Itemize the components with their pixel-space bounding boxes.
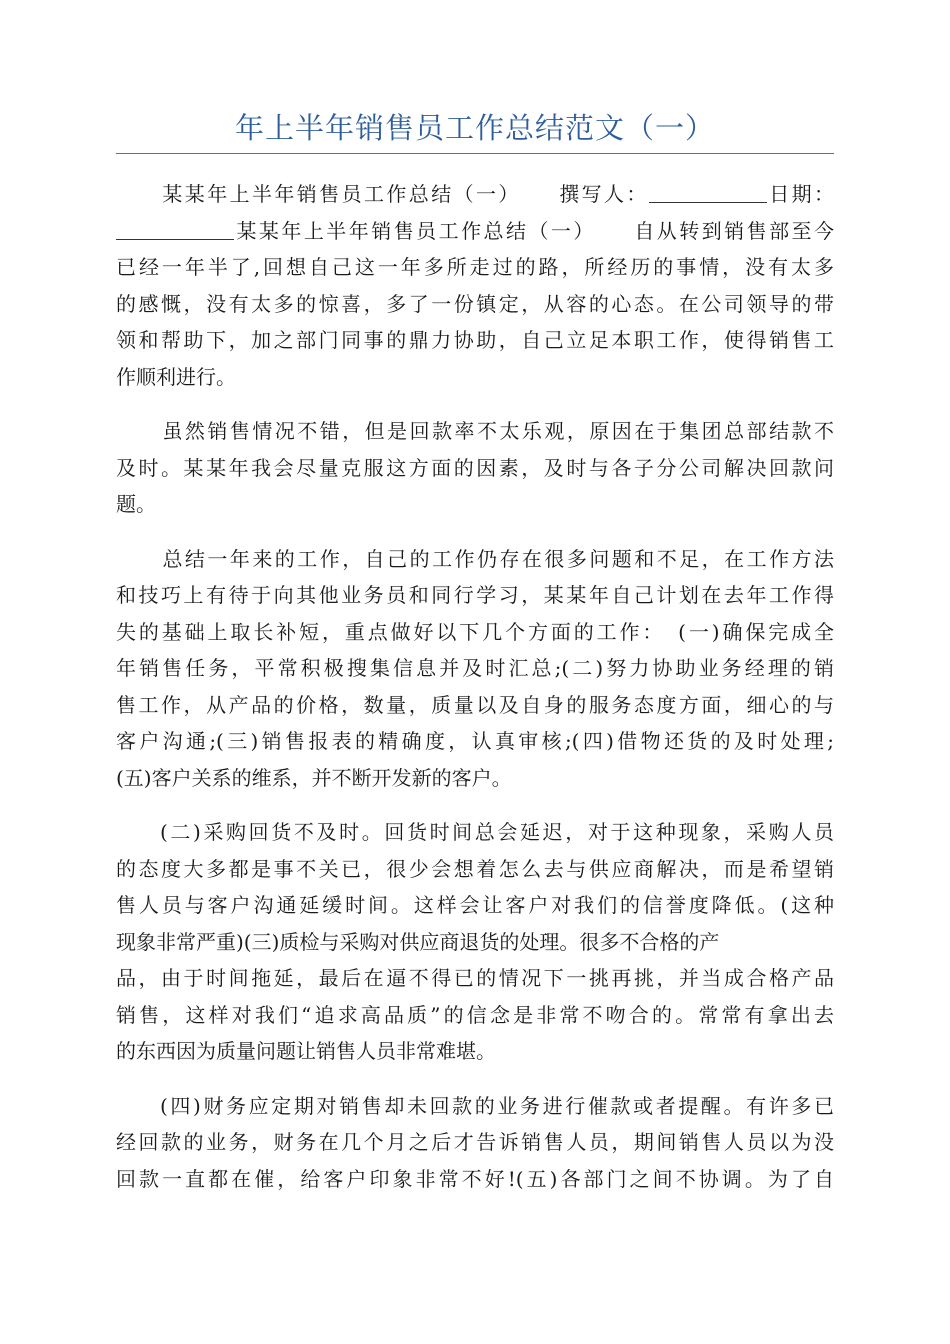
author-blank	[649, 182, 767, 203]
paragraph-line: 回款一直都在催，给客户印象非常不好!(五)各部门之间不协调。为了自	[116, 1166, 834, 1191]
paragraph-line: 领和帮助下，加之部门同事的鼎力协助，自己立足本职工作，使得销售工	[116, 328, 834, 352]
paragraph-5	[116, 1088, 834, 1198]
paragraph-line	[116, 541, 834, 578]
paragraph-line	[116, 1088, 834, 1125]
title-underline	[116, 153, 834, 154]
paragraph-line: 和技巧上有待于向其他业务员和同行学习，某某年自己计划在去年工作得	[116, 583, 834, 607]
date-blank	[116, 219, 234, 240]
author-label: 撰写人：	[556, 182, 649, 206]
paragraph-intro	[116, 176, 834, 395]
paragraph-line: 的东西因为质量问题让销售人员非常难堪。	[116, 1039, 496, 1063]
paragraph-line: 已经一年半了,回想自己这一年多所走过的路，所经历的事情，没有太多	[116, 255, 834, 279]
paragraph-2	[116, 413, 834, 523]
paragraph-line: 售人员与客户沟通延缓时间。这样会让客户对我们的信誉度降低。(这种	[116, 893, 834, 917]
paragraph-line: 品，由于时间拖延，最后在逼不得已的情况下一挑再挑，并当成合格产品	[116, 966, 834, 990]
document-title: 年上半年销售员工作总结范文（一）	[234, 111, 715, 145]
paragraph-line: 经回款的业务，财务在几个月之后才告诉销售人员，期间销售人员以为没	[116, 1130, 834, 1154]
paragraph-line: (五)客户关系的维系，并不断开发新的客户。	[116, 765, 512, 790]
text-line: (四)财务应定期对销售却未回款的业务进行催款或者提醒。有许多已	[160, 1093, 834, 1118]
paragraph-line	[116, 814, 834, 851]
paragraph-line	[116, 413, 834, 450]
paragraph-line: 现象非常严重)(三)质检与采购对供应商退货的处理。很多不合格的产	[116, 929, 720, 954]
paragraph-line	[116, 213, 834, 250]
paragraph-line: 年销售任务，平常积极搜集信息并及时汇总;(二)努力协助业务经理的销	[116, 656, 834, 680]
header-title-1: 某某年上半年销售员工作总结（一）	[160, 182, 521, 206]
paragraph-4	[116, 814, 834, 1070]
paragraph-line: 销售，这样对我们“追求高品质”的信念是非常不吻合的。常常有拿出去	[116, 1002, 834, 1027]
text-line: (二)采购回货不及时。回货时间总会延迟，对于这种现象，采购人员	[160, 820, 834, 844]
paragraph-line: 失的基础上取长补短，重点做好以下几个方面的工作： (一)确保完成全	[116, 619, 834, 644]
paragraph-line: 的态度大多都是事不关已，很少会想着怎么去与供应商解决，而是希望销	[116, 856, 834, 881]
paragraph-3	[116, 541, 834, 797]
date-label: 日期：	[766, 182, 835, 206]
text-line: 自从转到销售部至今	[631, 218, 835, 243]
header-title-2: 某某年上半年销售员工作总结（一）	[234, 218, 596, 243]
paragraph-line: 售工作，从产品的价格，数量，质量以及自身的服务态度方面，细心的与	[116, 692, 834, 717]
document-body	[116, 176, 834, 1215]
text-line: 虽然销售情况不错，但是回款率不太乐观，原因在于集团总部结款不	[160, 419, 834, 443]
paragraph-line: 客户沟通;(三)销售报表的精确度，认真审核;(四)借物还货的及时处理;	[116, 729, 834, 753]
text-line: 总结一年来的工作，自己的工作仍存在很多问题和不足，在工作方法	[160, 546, 834, 571]
paragraph-line: 作顺利进行。	[116, 364, 236, 389]
paragraph-line: 的感慨，没有太多的惊喜，多了一份镇定，从容的心态。在公司领导的带	[116, 291, 834, 316]
paragraph-line: 及时。某某年我会尽量克服这方面的因素，及时与各子分公司解决回款问	[116, 455, 834, 480]
paragraph-line: 题。	[116, 492, 156, 516]
header-line	[116, 176, 834, 213]
